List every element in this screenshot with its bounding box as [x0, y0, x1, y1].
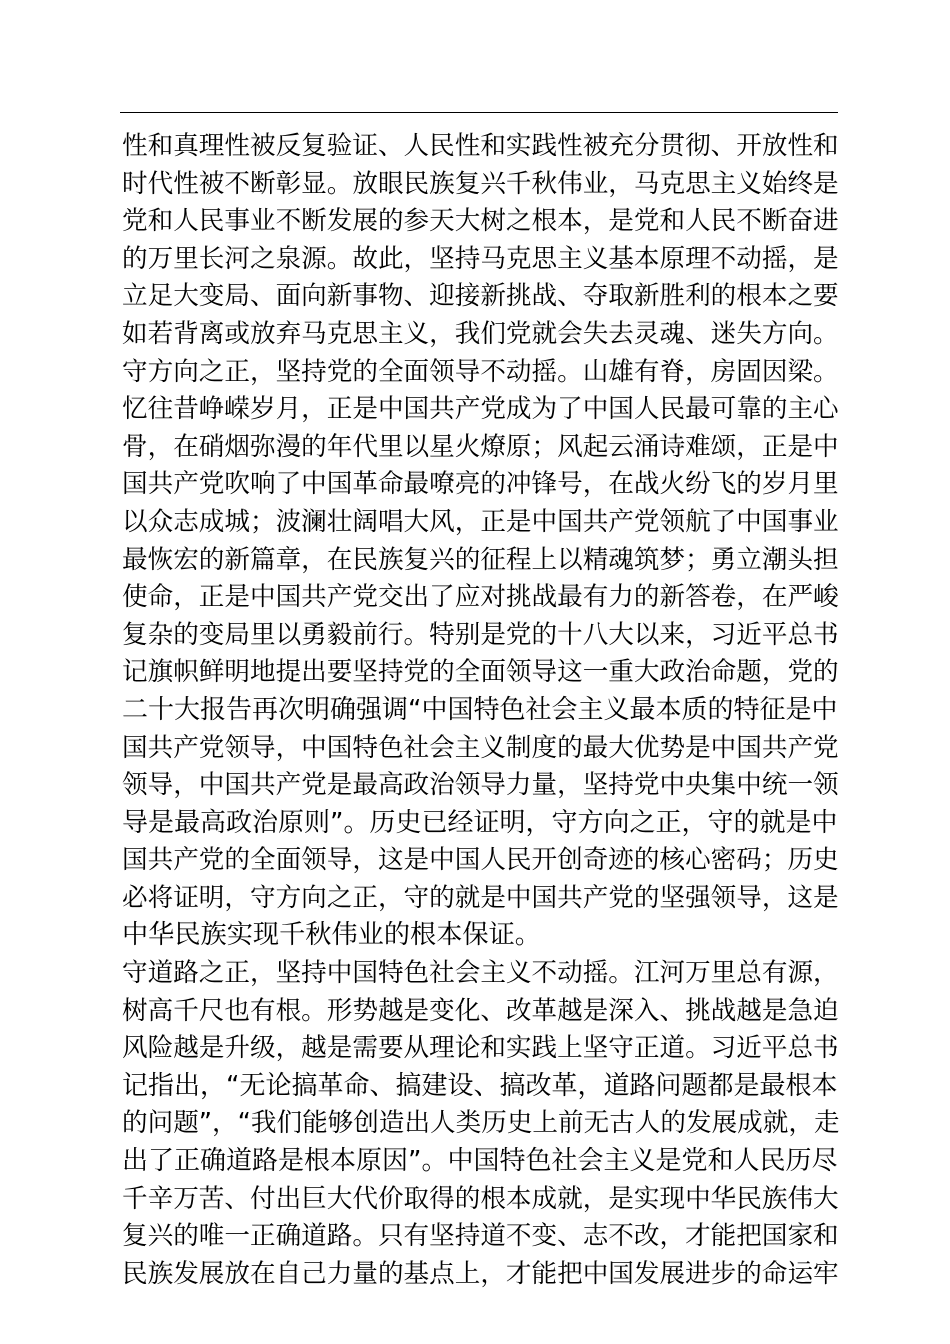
- text-line: 使命，正是中国共产党交出了应对挑战最有力的新答卷，在严峻: [122, 582, 839, 613]
- text-line: 记指出，“无论搞革命、搞建设、搞改革，道路问题都是最根本: [122, 1070, 838, 1101]
- text-line: 时代性被不断彰显。放眼民族复兴千秋伟业，马克思主义始终是: [122, 168, 839, 199]
- text-line: 复杂的变局里以勇毅前行。特别是党的十八大以来，习近平总书: [122, 619, 839, 650]
- text-line: 领导，中国共产党是最高政治领导力量，坚持党中央集中统一领: [122, 770, 839, 801]
- text-line: 二十大报告再次明确强调“中国特色社会主义最本质的特征是中: [122, 694, 838, 725]
- text-line: 中华民族实现千秋伟业的根本保证。: [122, 920, 541, 951]
- text-line: 骨，在硝烟弥漫的年代里以星火燎原；风起云涌诗难颂，正是中: [122, 431, 839, 462]
- text-line: 树高千尺也有根。形势越是变化、改革越是深入、挑战越是急迫: [122, 995, 839, 1026]
- text-line: 必将证明，守方向之正，守的就是中国共产党的坚强领导，这是: [122, 882, 839, 913]
- text-line: 记旗帜鲜明地提出要坚持党的全面领导这一重大政治命题，党的: [122, 657, 839, 688]
- text-line: 风险越是升级，越是需要从理论和实践上坚守正道。习近平总书: [122, 1033, 839, 1064]
- text-line: 国共产党的全面领导，这是中国人民开创奇迹的核心密码；历史: [122, 845, 839, 876]
- document-body: [122, 128, 840, 1293]
- text-line: 忆往昔峥嵘岁月，正是中国共产党成为了中国人民最可靠的主心: [122, 394, 839, 425]
- paragraph-start-line: 守方向之正，坚持党的全面领导不动摇。山雄有脊，房固因梁。: [122, 356, 839, 387]
- text-line: 的问题”，“我们能够创造出人类历史上前无古人的发展成就，走: [122, 1108, 840, 1139]
- text-line: 以众志成城；波澜壮阔唱大风，正是中国共产党领航了中国事业: [122, 506, 839, 537]
- text-line: 的万里长河之泉源。故此，坚持马克思主义基本原理不动摇，是: [122, 243, 839, 274]
- text-line: 立足大变局、面向新事物、迎接新挑战、夺取新胜利的根本之要: [122, 281, 839, 312]
- text-line: 国共产党领导，中国特色社会主义制度的最大优势是中国共产党: [122, 732, 839, 763]
- text-line: 最恢宏的新篇章，在民族复兴的征程上以精魂筑梦；勇立潮头担: [122, 544, 839, 575]
- text-line: 出了正确道路是根本原因”。中国特色社会主义是党和人民历尽: [122, 1146, 838, 1177]
- text-line: 民族发展放在自己力量的基点上，才能把中国发展进步的命运牢: [122, 1258, 839, 1289]
- text-line: 导是最高政治原则”。历史已经证明，守方向之正，守的就是中: [122, 807, 838, 838]
- text-line: 性和真理性被反复验证、人民性和实践性被充分贯彻、开放性和: [122, 131, 839, 161]
- text-line: 如若背离或放弃马克思主义，我们党就会失去灵魂、迷失方向。: [122, 318, 839, 349]
- text-line: 党和人民事业不断发展的参天大树之根本，是党和人民不断奋进: [122, 206, 839, 237]
- text-line: 国共产党吹响了中国革命最嘹亮的冲锋号，在战火纷飞的岁月里: [122, 469, 839, 500]
- header-rule: [120, 112, 838, 113]
- paragraph-start-line: 守道路之正，坚持中国特色社会主义不动摇。江河万里总有源，: [122, 958, 839, 989]
- text-line: 千辛万苦、付出巨大代价取得的根本成就，是实现中华民族伟大: [122, 1183, 839, 1214]
- text-line: 复兴的唯一正确道路。只有坚持道不变、志不改，才能把国家和: [122, 1221, 839, 1252]
